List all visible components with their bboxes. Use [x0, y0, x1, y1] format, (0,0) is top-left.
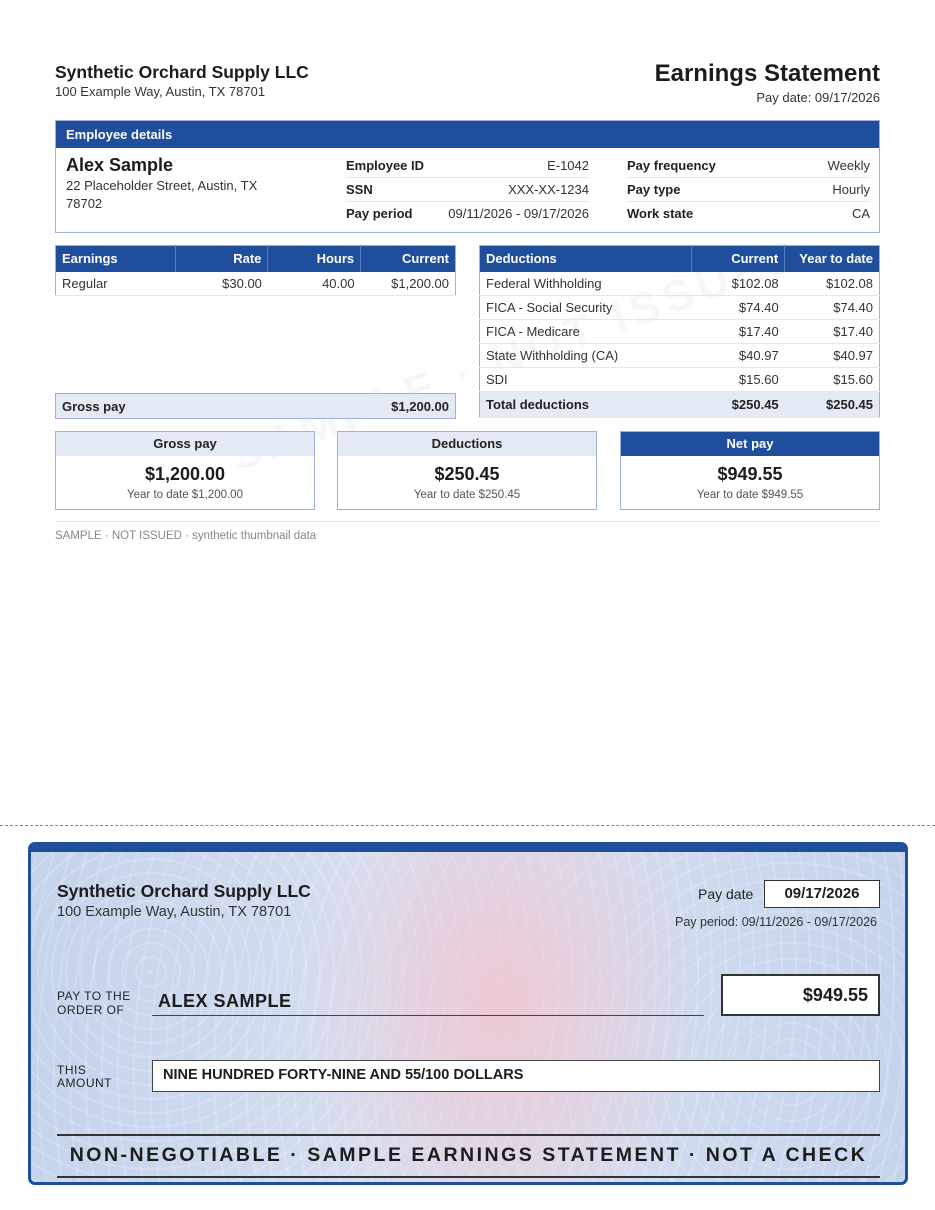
table-row [480, 344, 880, 368]
earnings-header-hours: Hours [268, 246, 361, 272]
field-value: E-1042 [547, 158, 589, 173]
employee-details-header: Employee details [56, 121, 879, 148]
this-amount-label-line: THIS [57, 1063, 87, 1077]
ssn-field [346, 178, 589, 202]
field-value: 09/11/2026 - 09/17/2026 [448, 206, 589, 221]
table-row [480, 368, 880, 392]
pay-period-field [346, 202, 589, 226]
summary-ytd: Year to date $1,200.00 [127, 489, 243, 501]
divider [55, 521, 880, 522]
employee-address: 22 Placeholder Street, Austin, TX 78702 [66, 178, 258, 211]
summary-ytd: Year to date $949.55 [696, 489, 804, 501]
banner-rule-top [57, 1134, 880, 1136]
deductions-header-name: Deductions [480, 246, 692, 272]
field-value: Weekly [827, 158, 870, 173]
deduction-name: FICA - Social Security [480, 296, 692, 320]
deductions-header-ytd: Year to date [785, 246, 880, 272]
summary-deductions [337, 431, 597, 510]
deduction-name: SDI [480, 368, 692, 392]
check-stub [28, 842, 908, 1185]
deduction-name: State Withholding (CA) [480, 344, 692, 368]
check-pay-date: 09/17/2026 [764, 880, 880, 908]
earning-name: Regular [56, 272, 176, 296]
deduction-current: $17.40 [692, 320, 785, 344]
deductions-table [479, 245, 880, 418]
check-payee: ALEX SAMPLE [158, 991, 292, 1011]
gross-pay-row [55, 393, 456, 419]
summary-ytd: Year to date $250.45 [413, 489, 521, 501]
summary-net-pay [620, 431, 880, 510]
pay-to-label-line: PAY TO THE [57, 989, 131, 1003]
statement-pay-date: Pay date: 09/17/2026 [756, 90, 880, 105]
earnings-table [55, 245, 456, 296]
check-company-address: 100 Example Way, Austin, TX 78701 [57, 904, 292, 920]
this-amount-label-line: AMOUNT [57, 1076, 112, 1090]
check-pay-period: Pay period: 09/11/2026 - 09/17/2026 [674, 915, 877, 929]
field-value: Hourly [832, 182, 870, 197]
earnings-header-current: Current [361, 246, 456, 272]
total-deductions-row [480, 392, 880, 418]
payee-underline [152, 1015, 704, 1016]
deduction-ytd: $102.08 [785, 272, 880, 296]
footnote: SAMPLE · NOT ISSUED · synthetic thumbnail data [55, 530, 317, 542]
pay-to-label [57, 989, 131, 1017]
gross-pay-value: $1,200.00 [391, 399, 449, 414]
summary-amount: $250.45 [434, 464, 500, 484]
summary-amount: $949.55 [717, 464, 783, 484]
company-name: Synthetic Orchard Supply LLC [55, 62, 309, 82]
earning-current: $1,200.00 [361, 272, 456, 296]
table-row [480, 296, 880, 320]
deduction-ytd: $74.40 [785, 296, 880, 320]
summary-title: Gross pay [56, 432, 314, 456]
deduction-current: $74.40 [692, 296, 785, 320]
deduction-current: $40.97 [692, 344, 785, 368]
summary-title: Deductions [338, 432, 596, 456]
employee-details-panel [55, 120, 880, 233]
perforation-line [0, 825, 935, 826]
earning-rate: $30.00 [175, 272, 268, 296]
non-negotiable-banner: NON-NEGOTIABLE · SAMPLE EARNINGS STATEMENT · NOT A CHECK [69, 1144, 868, 1166]
check-company-name: Synthetic Orchard Supply LLC [57, 881, 311, 901]
deduction-ytd: $17.40 [785, 320, 880, 344]
table-row [480, 320, 880, 344]
earnings-header-rate: Rate [175, 246, 268, 272]
field-label: Pay period [346, 206, 413, 221]
deduction-ytd: $15.60 [785, 368, 880, 392]
total-deductions-label: Total deductions [480, 392, 692, 418]
pay-frequency-field [627, 154, 870, 178]
field-label: Pay frequency [627, 158, 716, 173]
deduction-current: $102.08 [692, 272, 785, 296]
banner-rule-bottom [57, 1176, 880, 1178]
field-label: Pay type [627, 182, 681, 197]
deduction-name: Federal Withholding [480, 272, 692, 296]
employee-name: Alex Sample [66, 155, 174, 175]
field-value: CA [851, 206, 870, 221]
pay-type-field [627, 178, 870, 202]
summary-title: Net pay [621, 432, 879, 456]
field-label: SSN [346, 182, 373, 197]
field-label: Work state [627, 206, 694, 221]
this-amount-label [57, 1064, 112, 1090]
company-address: 100 Example Way, Austin, TX 78701 [55, 84, 266, 99]
field-label: Employee ID [346, 158, 425, 173]
field-value: XXX-XX-1234 [508, 182, 589, 197]
table-row [480, 272, 880, 296]
table-row [56, 272, 456, 296]
gross-pay-label: Gross pay [62, 399, 126, 414]
deduction-current: $15.60 [692, 368, 785, 392]
check-amount-words: NINE HUNDRED FORTY-NINE AND 55/100 DOLLARS [152, 1060, 880, 1092]
deduction-ytd: $40.97 [785, 344, 880, 368]
check-amount: $949.55 [721, 974, 880, 1016]
total-deductions-ytd: $250.45 [785, 392, 880, 418]
earning-hours: 40.00 [268, 272, 361, 296]
deductions-header-current: Current [692, 246, 785, 272]
summary-amount: $1,200.00 [144, 464, 226, 484]
check-pay-date-label: Pay date [698, 886, 754, 902]
employee-id-field [346, 154, 589, 178]
earnings-header-name: Earnings [56, 246, 176, 272]
statement-title: Earnings Statement [654, 60, 880, 87]
pay-to-label-line: ORDER OF [57, 1003, 125, 1017]
total-deductions-current: $250.45 [692, 392, 785, 418]
deduction-name: FICA - Medicare [480, 320, 692, 344]
summary-gross-pay [55, 431, 315, 510]
work-state-field [627, 202, 870, 226]
